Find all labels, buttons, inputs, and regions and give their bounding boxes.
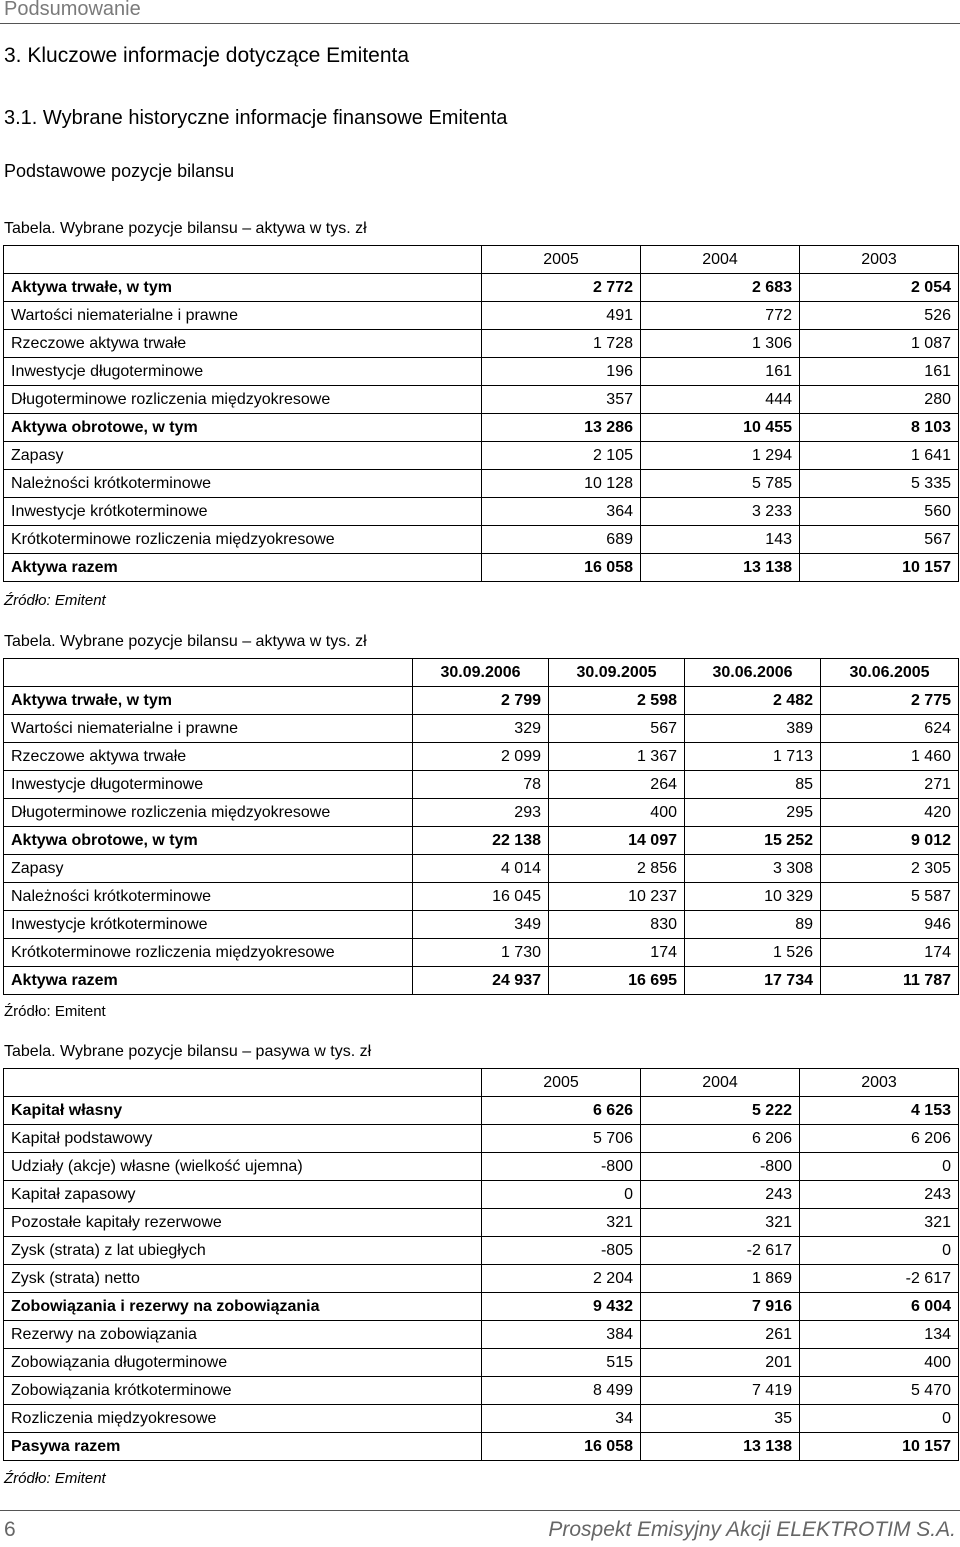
table-row	[4, 302, 959, 330]
row-label: Rzeczowe aktywa trwałe	[4, 330, 482, 358]
table-row	[4, 1265, 959, 1293]
value-cell: 10 329	[685, 883, 821, 911]
value-cell: 2 772	[482, 274, 641, 302]
value-cell: 0	[800, 1237, 959, 1265]
value-cell: 1 728	[482, 330, 641, 358]
table-row	[4, 414, 959, 442]
section-heading: 3. Kluczowe informacje dotyczące Emitenta	[4, 44, 410, 67]
table-row	[4, 1405, 959, 1433]
table3-source: Źródło: Emitent	[4, 1470, 106, 1487]
value-cell: 24 937	[413, 967, 549, 995]
value-cell: 9 432	[482, 1293, 641, 1321]
table2-source: Źródło: Emitent	[4, 1003, 106, 1020]
table2-assets-quarterly	[3, 658, 959, 995]
header-blank-cell	[4, 246, 482, 274]
row-label: Zobowiązania długoterminowe	[4, 1349, 482, 1377]
value-cell: 0	[800, 1153, 959, 1181]
value-cell: 400	[800, 1349, 959, 1377]
value-cell: 2 683	[641, 274, 800, 302]
row-label: Udziały (akcje) własne (wielkość ujemna)	[4, 1153, 482, 1181]
value-cell: 134	[800, 1321, 959, 1349]
value-cell: 0	[800, 1405, 959, 1433]
table-row	[4, 330, 959, 358]
column-header: 30.09.2005	[549, 659, 685, 687]
value-cell: 526	[800, 302, 959, 330]
row-label: Inwestycje długoterminowe	[4, 771, 413, 799]
row-label: Rzeczowe aktywa trwałe	[4, 743, 413, 771]
table-row	[4, 1377, 959, 1405]
value-cell: 6 004	[800, 1293, 959, 1321]
table-row	[4, 799, 959, 827]
table-header-row	[4, 659, 959, 687]
value-cell: 2 054	[800, 274, 959, 302]
row-label: Aktywa obrotowe, w tym	[4, 414, 482, 442]
table-row	[4, 939, 959, 967]
table-row	[4, 715, 959, 743]
value-cell: 78	[413, 771, 549, 799]
value-cell: 2 799	[413, 687, 549, 715]
value-cell: 349	[413, 911, 549, 939]
table-row	[4, 967, 959, 995]
value-cell: 2 598	[549, 687, 685, 715]
value-cell: 295	[685, 799, 821, 827]
value-cell: 321	[482, 1209, 641, 1237]
column-header: 2005	[482, 246, 641, 274]
value-cell: 1 641	[800, 442, 959, 470]
header-blank-cell	[4, 1069, 482, 1097]
value-cell: 5 470	[800, 1377, 959, 1405]
row-label: Kapitał własny	[4, 1097, 482, 1125]
value-cell: 6 206	[641, 1125, 800, 1153]
value-cell: 1 306	[641, 330, 800, 358]
value-cell: 321	[641, 1209, 800, 1237]
value-cell: 1 869	[641, 1265, 800, 1293]
value-cell: 7 916	[641, 1293, 800, 1321]
value-cell: 34	[482, 1405, 641, 1433]
value-cell: 2 105	[482, 442, 641, 470]
value-cell: 2 099	[413, 743, 549, 771]
column-header: 2004	[641, 1069, 800, 1097]
table-row	[4, 1433, 959, 1461]
value-cell: 389	[685, 715, 821, 743]
value-cell: 161	[641, 358, 800, 386]
page-number: 6	[4, 1518, 16, 1541]
row-label: Zobowiązania i rezerwy na zobowiązania	[4, 1293, 482, 1321]
table-row	[4, 526, 959, 554]
column-header: 30.06.2005	[821, 659, 959, 687]
value-cell: -800	[641, 1153, 800, 1181]
value-cell: 22 138	[413, 827, 549, 855]
table3-caption: Tabela. Wybrane pozycje bilansu – pasywa w tys. zł	[4, 1043, 372, 1060]
value-cell: 2 775	[821, 687, 959, 715]
value-cell: 89	[685, 911, 821, 939]
value-cell: 13 286	[482, 414, 641, 442]
column-header: 30.06.2006	[685, 659, 821, 687]
value-cell: 15 252	[685, 827, 821, 855]
value-cell: 5 335	[800, 470, 959, 498]
value-cell: 16 695	[549, 967, 685, 995]
value-cell: 420	[821, 799, 959, 827]
row-label: Długoterminowe rozliczenia międzyokresowe	[4, 386, 482, 414]
value-cell: 1 526	[685, 939, 821, 967]
table-row	[4, 1153, 959, 1181]
table-row	[4, 1321, 959, 1349]
table1-caption: Tabela. Wybrane pozycje bilansu – aktywa w tys. zł	[4, 220, 367, 237]
table-row	[4, 358, 959, 386]
table-row	[4, 687, 959, 715]
value-cell: 560	[800, 498, 959, 526]
value-cell: 364	[482, 498, 641, 526]
value-cell: 329	[413, 715, 549, 743]
table-row	[4, 771, 959, 799]
value-cell: 13 138	[641, 1433, 800, 1461]
value-cell: 624	[821, 715, 959, 743]
row-label: Kapitał podstawowy	[4, 1125, 482, 1153]
value-cell: 243	[641, 1181, 800, 1209]
row-label: Kapitał zapasowy	[4, 1181, 482, 1209]
value-cell: 264	[549, 771, 685, 799]
value-cell: 16 045	[413, 883, 549, 911]
table3-liabilities	[3, 1068, 959, 1461]
row-label: Aktywa razem	[4, 554, 482, 582]
table-row	[4, 470, 959, 498]
row-label: Krótkoterminowe rozliczenia międzyokresowe	[4, 939, 413, 967]
value-cell: -2 617	[800, 1265, 959, 1293]
value-cell: -2 617	[641, 1237, 800, 1265]
value-cell: 2 305	[821, 855, 959, 883]
value-cell: 10 237	[549, 883, 685, 911]
value-cell: 7 419	[641, 1377, 800, 1405]
table-header-row	[4, 246, 959, 274]
table1-source: Źródło: Emitent	[4, 592, 106, 609]
column-header: 2004	[641, 246, 800, 274]
value-cell: 16 058	[482, 554, 641, 582]
value-cell: 1 367	[549, 743, 685, 771]
value-cell: 17 734	[685, 967, 821, 995]
table-row	[4, 386, 959, 414]
table-row	[4, 1097, 959, 1125]
row-label: Aktywa trwałe, w tym	[4, 687, 413, 715]
table2-caption: Tabela. Wybrane pozycje bilansu – aktywa w tys. zł	[4, 633, 367, 650]
table-row	[4, 743, 959, 771]
value-cell: 321	[800, 1209, 959, 1237]
value-cell: 85	[685, 771, 821, 799]
column-header: 2005	[482, 1069, 641, 1097]
value-cell: 161	[800, 358, 959, 386]
row-label: Wartości niematerialne i prawne	[4, 715, 413, 743]
value-cell: -805	[482, 1237, 641, 1265]
column-header: 2003	[800, 1069, 959, 1097]
table-row	[4, 911, 959, 939]
table-row	[4, 1293, 959, 1321]
value-cell: 1 713	[685, 743, 821, 771]
table-row	[4, 1209, 959, 1237]
row-label: Długoterminowe rozliczenia międzyokresowe	[4, 799, 413, 827]
footer-rule	[0, 1510, 960, 1511]
value-cell: 6 626	[482, 1097, 641, 1125]
table-row	[4, 1349, 959, 1377]
value-cell: 357	[482, 386, 641, 414]
footer-title: Prospekt Emisyjny Akcji ELEKTROTIM S.A.	[548, 1518, 956, 1541]
row-label: Zysk (strata) z lat ubiegłych	[4, 1237, 482, 1265]
value-cell: 280	[800, 386, 959, 414]
value-cell: 14 097	[549, 827, 685, 855]
value-cell: 174	[821, 939, 959, 967]
value-cell: 5 785	[641, 470, 800, 498]
header-rule	[0, 23, 960, 24]
table-header-row	[4, 1069, 959, 1097]
row-label: Krótkoterminowe rozliczenia międzyokresowe	[4, 526, 482, 554]
value-cell: 261	[641, 1321, 800, 1349]
value-cell: 243	[800, 1181, 959, 1209]
value-cell: 6 206	[800, 1125, 959, 1153]
row-label: Inwestycje długoterminowe	[4, 358, 482, 386]
value-cell: 143	[641, 526, 800, 554]
value-cell: 3 233	[641, 498, 800, 526]
column-header: 30.09.2006	[413, 659, 549, 687]
table-row	[4, 1125, 959, 1153]
running-header: Podsumowanie	[4, 0, 141, 20]
table-row	[4, 827, 959, 855]
value-cell: 5 222	[641, 1097, 800, 1125]
table-row	[4, 442, 959, 470]
table-row	[4, 855, 959, 883]
value-cell: 2 856	[549, 855, 685, 883]
value-cell: 271	[821, 771, 959, 799]
row-label: Rezerwy na zobowiązania	[4, 1321, 482, 1349]
value-cell: 1 460	[821, 743, 959, 771]
value-cell: 772	[641, 302, 800, 330]
value-cell: 174	[549, 939, 685, 967]
table1-assets	[3, 245, 959, 582]
value-cell: 2 204	[482, 1265, 641, 1293]
value-cell: 16 058	[482, 1433, 641, 1461]
value-cell: 35	[641, 1405, 800, 1433]
value-cell: 5 706	[482, 1125, 641, 1153]
value-cell: 8 103	[800, 414, 959, 442]
row-label: Aktywa obrotowe, w tym	[4, 827, 413, 855]
value-cell: 201	[641, 1349, 800, 1377]
row-label: Zapasy	[4, 855, 413, 883]
table-row	[4, 1237, 959, 1265]
column-header: 2003	[800, 246, 959, 274]
row-label: Inwestycje krótkoterminowe	[4, 498, 482, 526]
row-label: Pozostałe kapitały rezerwowe	[4, 1209, 482, 1237]
value-cell: -800	[482, 1153, 641, 1181]
value-cell: 0	[482, 1181, 641, 1209]
row-label: Aktywa trwałe, w tym	[4, 274, 482, 302]
table-row	[4, 274, 959, 302]
value-cell: 1 730	[413, 939, 549, 967]
subsection-heading: 3.1. Wybrane historyczne informacje finansowe Emitenta	[4, 107, 508, 129]
row-label: Inwestycje krótkoterminowe	[4, 911, 413, 939]
value-cell: 196	[482, 358, 641, 386]
value-cell: 10 157	[800, 1433, 959, 1461]
value-cell: 5 587	[821, 883, 959, 911]
row-label: Aktywa razem	[4, 967, 413, 995]
value-cell: 293	[413, 799, 549, 827]
value-cell: 567	[549, 715, 685, 743]
row-label: Rozliczenia międzyokresowe	[4, 1405, 482, 1433]
value-cell: 8 499	[482, 1377, 641, 1405]
row-label: Zysk (strata) netto	[4, 1265, 482, 1293]
table-row	[4, 1181, 959, 1209]
value-cell: 515	[482, 1349, 641, 1377]
value-cell: 384	[482, 1321, 641, 1349]
value-cell: 10 455	[641, 414, 800, 442]
value-cell: 1 087	[800, 330, 959, 358]
table-row	[4, 554, 959, 582]
value-cell: 946	[821, 911, 959, 939]
header-blank-cell	[4, 659, 413, 687]
subheading: Podstawowe pozycje bilansu	[4, 161, 235, 181]
value-cell: 3 308	[685, 855, 821, 883]
value-cell: 689	[482, 526, 641, 554]
row-label: Należności krótkoterminowe	[4, 470, 482, 498]
value-cell: 400	[549, 799, 685, 827]
value-cell: 830	[549, 911, 685, 939]
value-cell: 1 294	[641, 442, 800, 470]
value-cell: 4 014	[413, 855, 549, 883]
value-cell: 567	[800, 526, 959, 554]
value-cell: 10 128	[482, 470, 641, 498]
value-cell: 2 482	[685, 687, 821, 715]
table-row	[4, 883, 959, 911]
value-cell: 11 787	[821, 967, 959, 995]
value-cell: 13 138	[641, 554, 800, 582]
value-cell: 9 012	[821, 827, 959, 855]
row-label: Wartości niematerialne i prawne	[4, 302, 482, 330]
table-row	[4, 498, 959, 526]
value-cell: 4 153	[800, 1097, 959, 1125]
row-label: Należności krótkoterminowe	[4, 883, 413, 911]
value-cell: 444	[641, 386, 800, 414]
row-label: Zapasy	[4, 442, 482, 470]
row-label: Zobowiązania krótkoterminowe	[4, 1377, 482, 1405]
row-label: Pasywa razem	[4, 1433, 482, 1461]
value-cell: 491	[482, 302, 641, 330]
value-cell: 10 157	[800, 554, 959, 582]
